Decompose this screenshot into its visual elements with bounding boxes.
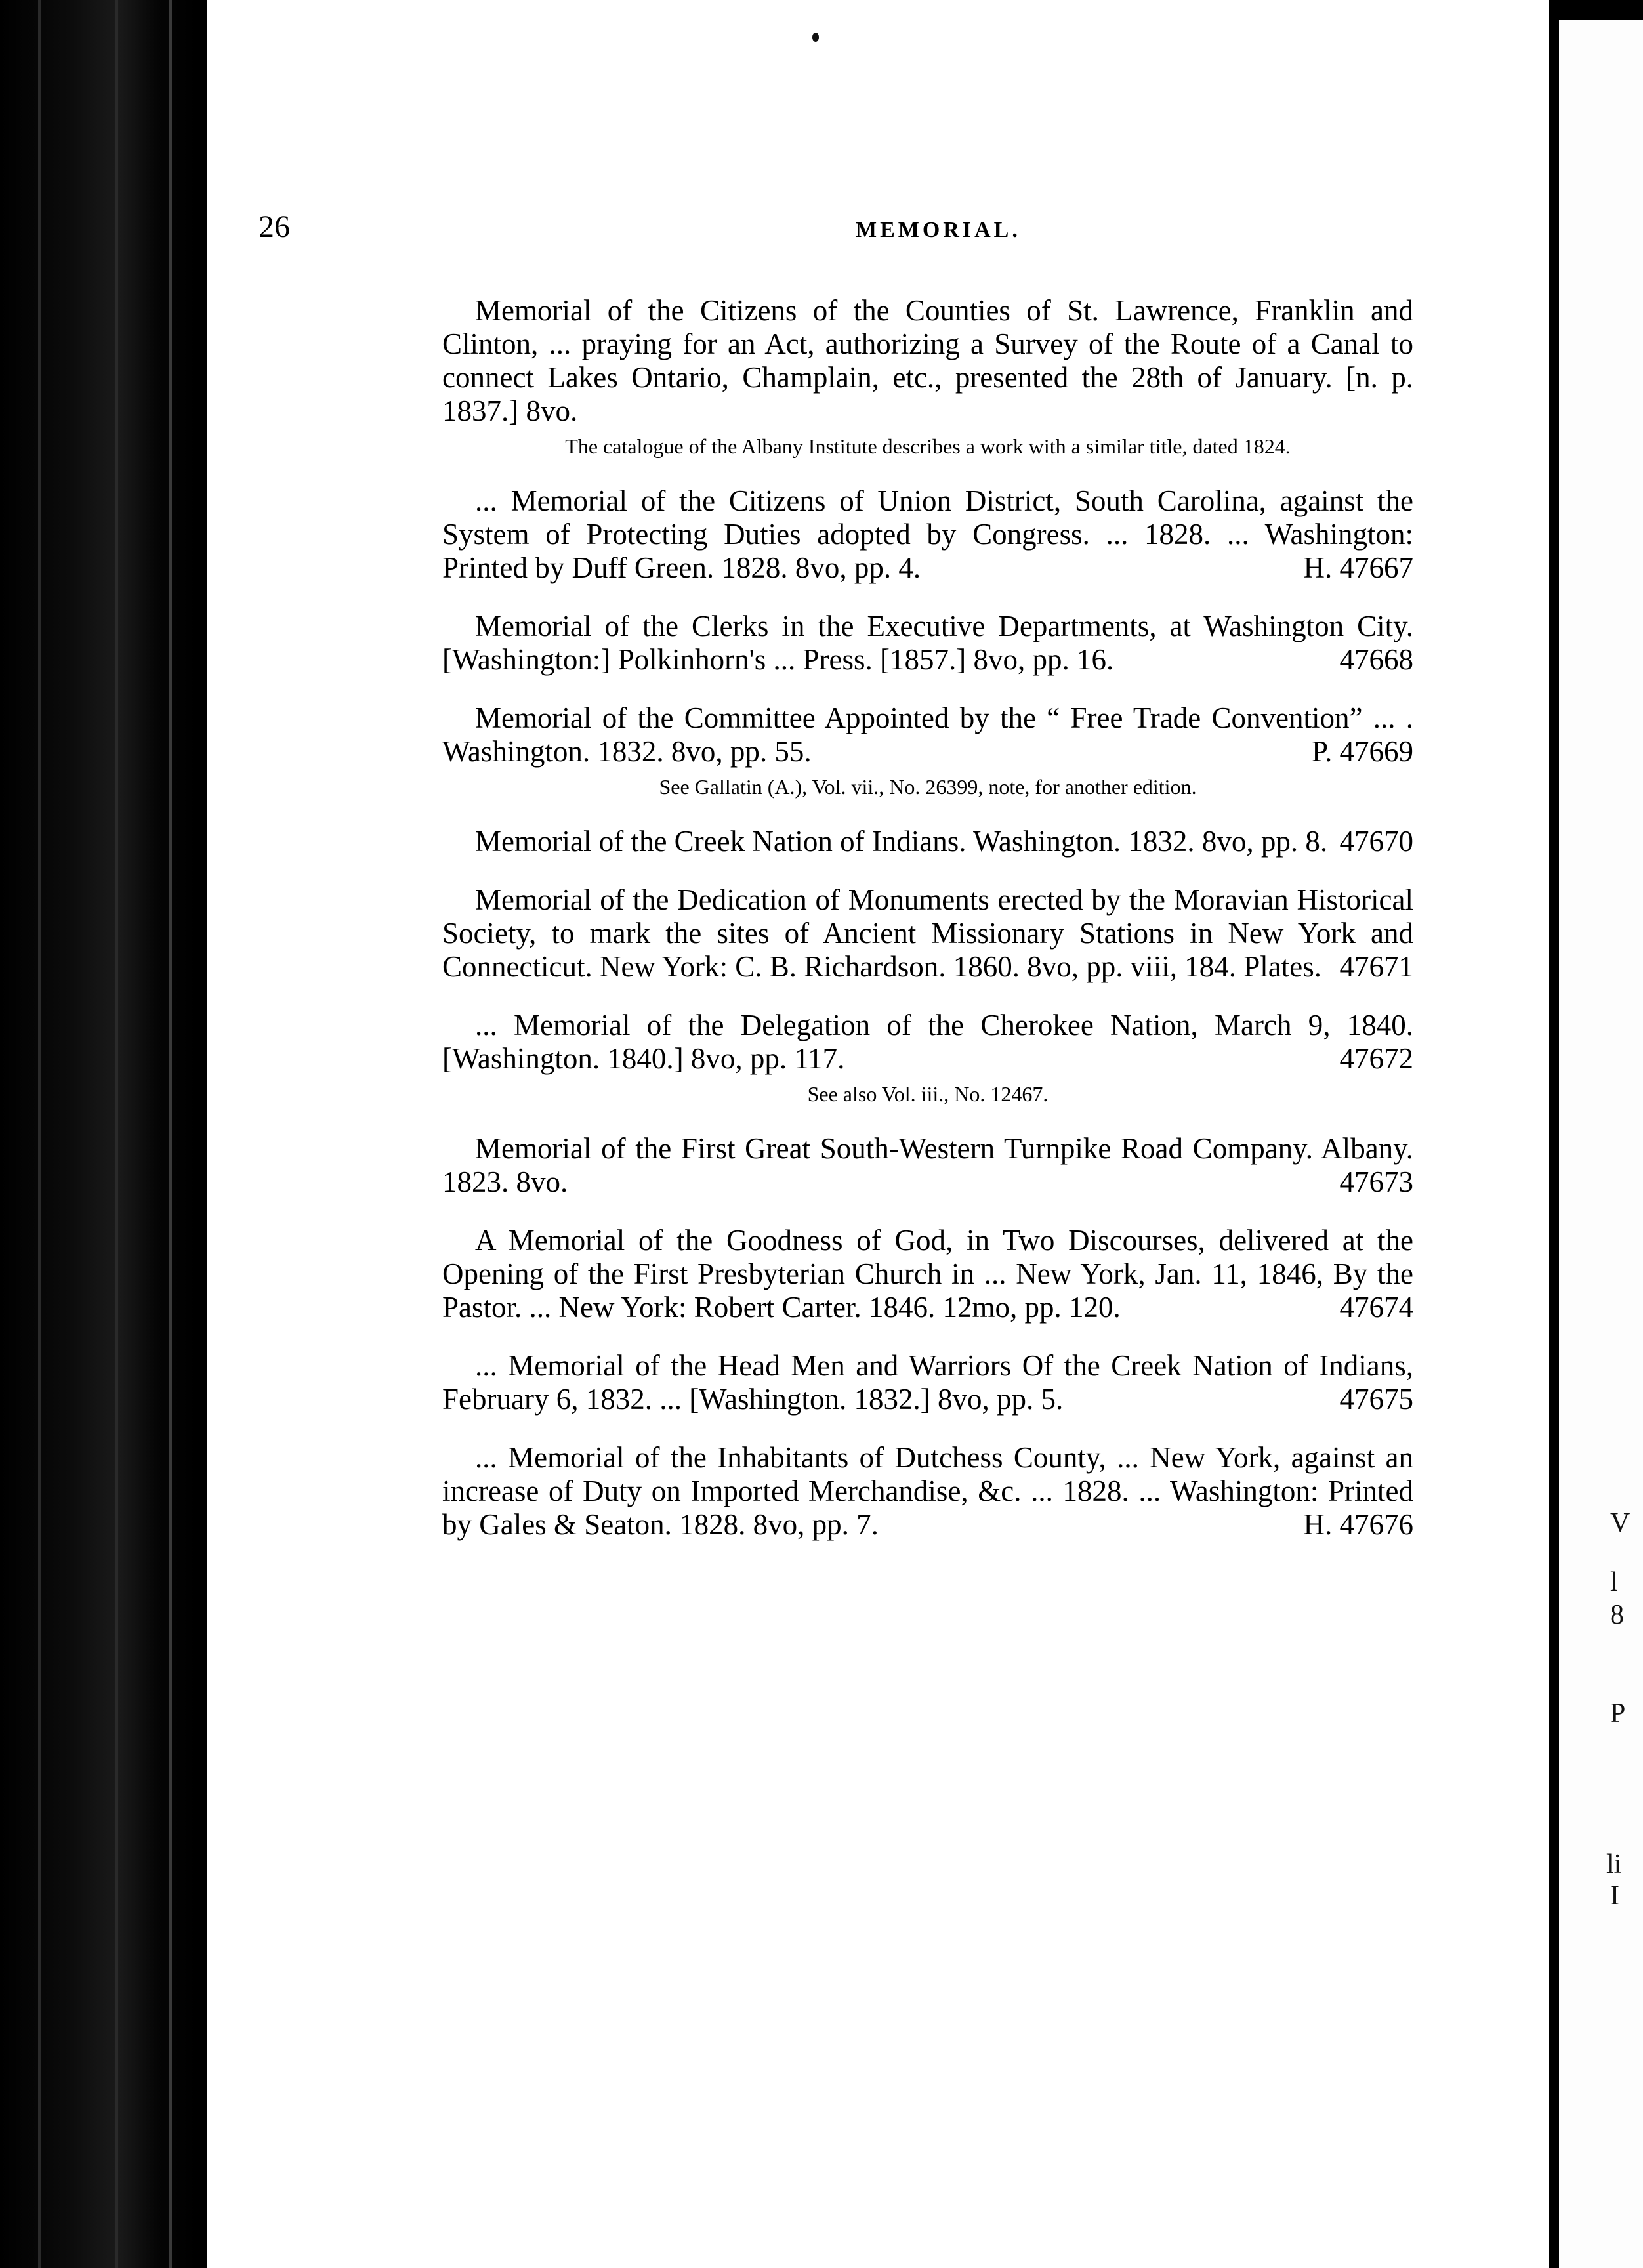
entry-note: See Gallatin (A.), Vol. vii., No. 26399, note, for another edition. [659, 775, 1197, 799]
catalogue-entry [442, 484, 1413, 585]
catalogue-entry [442, 883, 1413, 984]
scan-edge-line [115, 0, 118, 2268]
running-head: MEMORIAL. [856, 218, 1021, 242]
entry-number: P. 47669 [1311, 735, 1413, 768]
entry-number: H. 47676 [1303, 1508, 1413, 1541]
entry-number: 47668 [1339, 643, 1413, 676]
entry-number: 47670 [1339, 825, 1413, 858]
scan-border-left [0, 0, 197, 2268]
entry-text: ... Memorial of the Inhabitants of Dutchess County, ... New York, against an increase of Duty on Imported Merchandise, &c. ... 1828. ... Washington: Printed by Gales & Seaton. 1828. 8vo, pp. 7. [442, 1441, 1413, 1541]
page-header [259, 209, 1407, 255]
catalogue-entry [442, 1132, 1413, 1199]
entry-text: Memorial of the Citizens of the Counties of St. Lawrence, Franklin and Clinton, ... praying for an Act, authorizing a Survey of the Route of a Canal to connect Lakes Ontario, Champlain, etc., presented the 28th of January. [n. p. 1837.] 8vo. [442, 294, 1413, 427]
catalogue-entry [442, 294, 1413, 459]
catalogue-entry [442, 610, 1413, 677]
entry-text: Memorial of the Creek Nation of Indians. Washington. 1832. 8vo, pp. 8. [475, 825, 1328, 858]
entry-number: H. 47667 [1303, 551, 1413, 584]
entry-text: Memorial of the Dedication of Monuments erected by the Moravian Historical Society, to mark the sites of Ancient Missionary Stations in New York and Connecticut. New York: C. B. Richardson. 1860. 8vo, pp. viii, 184. Plates. [442, 883, 1413, 983]
scan-edge-line [169, 0, 172, 2268]
entry-text: A Memorial of the Goodness of God, in Two Discourses, delivered at the Opening of the First Presbyterian Church in ... New York, Jan. 11, 1846, By the Pastor. ... New York: Robert Carter. 1846. 12mo, pp. 120. [442, 1224, 1413, 1324]
catalogue-entry [442, 1009, 1413, 1107]
next-page-fragment: li [1606, 1849, 1622, 1880]
entry-text: ... Memorial of the Head Men and Warriors Of the Creek Nation of Indians, February 6, 1832. ... [Washington. 1832.] 8vo, pp. 5. [442, 1349, 1413, 1416]
scan-edge-line [38, 0, 41, 2268]
ink-spot [812, 33, 819, 42]
entry-number: 47671 [1339, 950, 1413, 983]
next-page-fragment: I [1610, 1881, 1619, 1911]
entry-text: Memorial of the First Great South-Western Turnpike Road Company. Albany. 1823. 8vo. [442, 1132, 1413, 1198]
entry-number: 47672 [1339, 1042, 1413, 1075]
entry-text: Memorial of the Committee Appointed by the “ Free Trade Convention” ... . Washington. 1832. 8vo, pp. 55. [442, 702, 1413, 768]
entry-text: ... Memorial of the Citizens of Union District, South Carolina, against the System of Protecting Duties adopted by Congress. ... 1828. ... Washington: Printed by Duff Green. 1828. 8vo, pp. 4. [442, 484, 1413, 584]
entry-number: 47674 [1339, 1291, 1413, 1324]
next-page-edge [1559, 20, 1643, 2268]
catalogue-entry [442, 702, 1413, 800]
entry-text: Memorial of the Clerks in the Executive Departments, at Washington City. [Washington:] Polkinhorn's ... Press. [1857.] 8vo, pp. 16. [442, 610, 1413, 676]
next-page-fragment: V [1610, 1508, 1631, 1538]
catalogue-entry [442, 1224, 1413, 1324]
page-number: 26 [259, 209, 290, 244]
entry-note: See also Vol. iii., No. 12467. [807, 1082, 1049, 1106]
entry-note: The catalogue of the Albany Institute describes a work with a similar title, dated 1824. [565, 434, 1291, 458]
catalogue-entry [442, 825, 1413, 858]
entry-number: 47673 [1339, 1166, 1413, 1198]
next-page-fragment: l [1610, 1567, 1618, 1597]
entry-number: 47675 [1339, 1383, 1413, 1416]
catalogue-entry [442, 1441, 1413, 1542]
next-page-fragment: P [1610, 1698, 1626, 1729]
catalogue-entries [442, 294, 1413, 1566]
catalogue-entry [442, 1349, 1413, 1416]
entry-text: ... Memorial of the Delegation of the Cherokee Nation, March 9, 1840. [Washington. 1840.] 8vo, pp. 117. [442, 1009, 1413, 1075]
next-page-fragment: 8 [1610, 1600, 1624, 1630]
